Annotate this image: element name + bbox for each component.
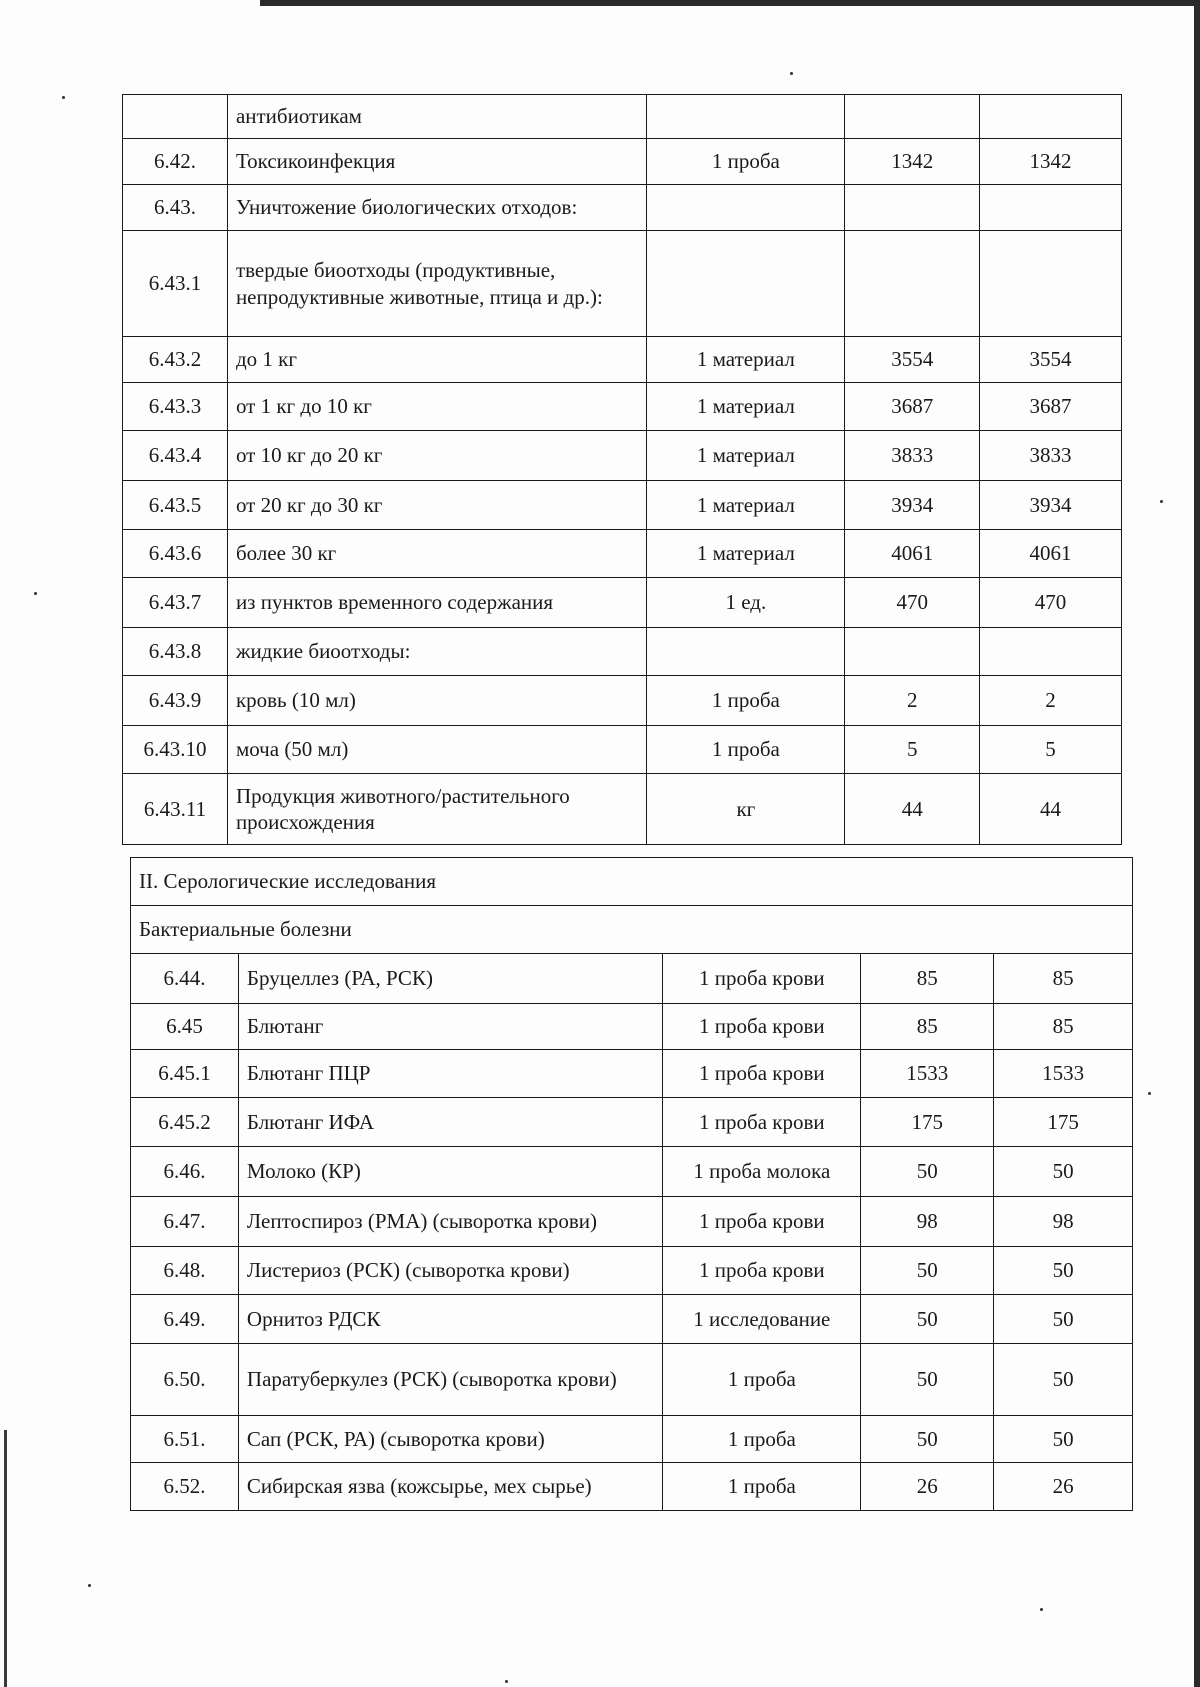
item-price bbox=[845, 628, 980, 676]
item-price: 2 bbox=[845, 676, 980, 726]
table-row bbox=[131, 1050, 1133, 1098]
item-name: от 20 кг до 30 кг bbox=[227, 481, 647, 530]
item-name: жидкие биоотходы: bbox=[227, 628, 647, 676]
table-row bbox=[123, 774, 1122, 845]
scan-speck bbox=[88, 1584, 91, 1587]
item-price: 5 bbox=[845, 726, 980, 774]
item-price-vat: 3687 bbox=[980, 383, 1122, 431]
item-price: 85 bbox=[861, 1004, 994, 1050]
item-price: 98 bbox=[861, 1197, 994, 1247]
scan-speck bbox=[790, 72, 793, 75]
table-row bbox=[131, 1197, 1133, 1247]
item-name: моча (50 мл) bbox=[227, 726, 647, 774]
item-unit: 1 исследование bbox=[663, 1295, 861, 1344]
item-unit: 1 проба крови bbox=[663, 954, 861, 1004]
table-row bbox=[123, 337, 1122, 383]
item-price: 50 bbox=[861, 1416, 994, 1463]
item-price-vat: 85 bbox=[994, 954, 1133, 1004]
item-unit: 1 ед. bbox=[647, 578, 845, 628]
item-unit: 1 материал bbox=[647, 481, 845, 530]
item-name: от 1 кг до 10 кг bbox=[227, 383, 647, 431]
item-number: 6.45.2 bbox=[131, 1098, 239, 1147]
table-row bbox=[123, 383, 1122, 431]
scan-speck bbox=[505, 1680, 508, 1683]
item-price-vat bbox=[980, 95, 1122, 139]
item-unit: 1 проба молока bbox=[663, 1147, 861, 1197]
item-unit: 1 проба bbox=[663, 1463, 861, 1511]
item-number: 6.43.7 bbox=[123, 578, 228, 628]
table-row bbox=[123, 431, 1122, 481]
item-unit: 1 проба крови bbox=[663, 1098, 861, 1147]
item-price: 26 bbox=[861, 1463, 994, 1511]
item-price: 44 bbox=[845, 774, 980, 845]
item-name: Токсикоинфекция bbox=[227, 139, 647, 185]
table-row bbox=[131, 1416, 1133, 1463]
item-price: 3554 bbox=[845, 337, 980, 383]
item-price: 50 bbox=[861, 1344, 994, 1416]
item-price-vat: 1533 bbox=[994, 1050, 1133, 1098]
item-price: 4061 bbox=[845, 530, 980, 578]
item-unit: 1 проба bbox=[663, 1344, 861, 1416]
item-unit: 1 проба крови bbox=[663, 1247, 861, 1295]
item-name: более 30 кг bbox=[227, 530, 647, 578]
item-price-vat: 175 bbox=[994, 1098, 1133, 1147]
section-row bbox=[131, 858, 1133, 906]
table-row bbox=[131, 1147, 1133, 1197]
item-price-vat: 44 bbox=[980, 774, 1122, 845]
item-price: 3833 bbox=[845, 431, 980, 481]
item-price-vat: 3833 bbox=[980, 431, 1122, 481]
item-number: 6.43.6 bbox=[123, 530, 228, 578]
table-row bbox=[123, 95, 1122, 139]
item-unit bbox=[647, 231, 845, 337]
item-unit: кг bbox=[647, 774, 845, 845]
item-number: 6.43.10 bbox=[123, 726, 228, 774]
item-name: Блютанг bbox=[238, 1004, 662, 1050]
item-unit bbox=[647, 95, 845, 139]
item-unit: 1 проба bbox=[647, 676, 845, 726]
item-name: твердые биоотходы (продуктивные, непродуктивные животные, птица и др.): bbox=[227, 231, 647, 337]
scan-edge-left bbox=[4, 1430, 7, 1687]
item-name: от 10 кг до 20 кг bbox=[227, 431, 647, 481]
item-number: 6.46. bbox=[131, 1147, 239, 1197]
item-number: 6.43.11 bbox=[123, 774, 228, 845]
item-unit: 1 проба крови bbox=[663, 1197, 861, 1247]
item-name: кровь (10 мл) bbox=[227, 676, 647, 726]
item-price-vat: 470 bbox=[980, 578, 1122, 628]
item-unit: 1 материал bbox=[647, 530, 845, 578]
table-row bbox=[131, 1004, 1133, 1050]
section-title: II. Серологические исследования bbox=[131, 858, 1133, 906]
item-number: 6.43.5 bbox=[123, 481, 228, 530]
item-price-vat: 3934 bbox=[980, 481, 1122, 530]
item-unit: 1 проба крови bbox=[663, 1004, 861, 1050]
item-number: 6.45 bbox=[131, 1004, 239, 1050]
item-number: 6.43.9 bbox=[123, 676, 228, 726]
table-row bbox=[123, 139, 1122, 185]
item-number: 6.43.3 bbox=[123, 383, 228, 431]
item-number: 6.45.1 bbox=[131, 1050, 239, 1098]
item-name: Сап (РСК, РА) (сыворотка крови) bbox=[238, 1416, 662, 1463]
table-row bbox=[123, 676, 1122, 726]
scan-speck bbox=[62, 96, 65, 99]
item-number: 6.47. bbox=[131, 1197, 239, 1247]
table-row bbox=[123, 628, 1122, 676]
item-name: Паратуберкулез (РСК) (сыворотка крови) bbox=[238, 1344, 662, 1416]
scan-edge-right bbox=[1194, 0, 1200, 1687]
item-price-vat: 2 bbox=[980, 676, 1122, 726]
item-unit: 1 проба bbox=[647, 726, 845, 774]
table-row bbox=[123, 481, 1122, 530]
services-table-serology bbox=[130, 857, 1133, 1511]
subsection-title: Бактериальные болезни bbox=[131, 906, 1133, 954]
scan-speck bbox=[1040, 1608, 1043, 1611]
item-price-vat bbox=[980, 231, 1122, 337]
item-number: 6.43.8 bbox=[123, 628, 228, 676]
table-row bbox=[131, 1247, 1133, 1295]
item-price-vat bbox=[980, 185, 1122, 231]
item-number: 6.50. bbox=[131, 1344, 239, 1416]
item-price-vat: 50 bbox=[994, 1344, 1133, 1416]
item-name: до 1 кг bbox=[227, 337, 647, 383]
item-unit: 1 проба крови bbox=[663, 1050, 861, 1098]
item-price: 1533 bbox=[861, 1050, 994, 1098]
item-price: 50 bbox=[861, 1247, 994, 1295]
item-price-vat: 1342 bbox=[980, 139, 1122, 185]
item-name: Уничтожение биологических отходов: bbox=[227, 185, 647, 231]
item-unit: 1 материал bbox=[647, 431, 845, 481]
item-number: 6.43.4 bbox=[123, 431, 228, 481]
item-number bbox=[123, 95, 228, 139]
item-price: 1342 bbox=[845, 139, 980, 185]
item-number: 6.48. bbox=[131, 1247, 239, 1295]
table-row bbox=[123, 231, 1122, 337]
item-price-vat: 50 bbox=[994, 1147, 1133, 1197]
scan-speck bbox=[34, 592, 37, 595]
item-name: Продукция животного/растительного происхождения bbox=[227, 774, 647, 845]
subsection-row bbox=[131, 906, 1133, 954]
item-price-vat: 5 bbox=[980, 726, 1122, 774]
item-unit bbox=[647, 628, 845, 676]
item-price: 470 bbox=[845, 578, 980, 628]
item-price: 3934 bbox=[845, 481, 980, 530]
item-unit: 1 материал bbox=[647, 383, 845, 431]
table-row bbox=[131, 1295, 1133, 1344]
item-unit: 1 материал bbox=[647, 337, 845, 383]
item-number: 6.51. bbox=[131, 1416, 239, 1463]
table-row bbox=[131, 1344, 1133, 1416]
item-price bbox=[845, 95, 980, 139]
item-price: 175 bbox=[861, 1098, 994, 1147]
item-name: Листериоз (РСК) (сыворотка крови) bbox=[238, 1247, 662, 1295]
scan-speck bbox=[1148, 1092, 1151, 1095]
table-row bbox=[123, 726, 1122, 774]
item-price: 85 bbox=[861, 954, 994, 1004]
item-name: Блютанг ПЦР bbox=[238, 1050, 662, 1098]
item-price-vat bbox=[980, 628, 1122, 676]
item-name: Бруцеллез (РА, РСК) bbox=[238, 954, 662, 1004]
item-number: 6.42. bbox=[123, 139, 228, 185]
item-unit: 1 проба bbox=[647, 139, 845, 185]
item-name: Сибирская язва (кожсырье, мех сырье) bbox=[238, 1463, 662, 1511]
item-number: 6.44. bbox=[131, 954, 239, 1004]
services-table-biowaste bbox=[122, 94, 1122, 845]
table-row bbox=[131, 1098, 1133, 1147]
item-name: Лептоспироз (РМА) (сыворотка крови) bbox=[238, 1197, 662, 1247]
item-price bbox=[845, 185, 980, 231]
item-name: Блютанг ИФА bbox=[238, 1098, 662, 1147]
item-price-vat: 50 bbox=[994, 1416, 1133, 1463]
item-price-vat: 50 bbox=[994, 1295, 1133, 1344]
item-price-vat: 98 bbox=[994, 1197, 1133, 1247]
item-number: 6.52. bbox=[131, 1463, 239, 1511]
item-price-vat: 26 bbox=[994, 1463, 1133, 1511]
item-price: 50 bbox=[861, 1147, 994, 1197]
table-row bbox=[131, 1463, 1133, 1511]
item-name: Молоко (КР) bbox=[238, 1147, 662, 1197]
item-unit bbox=[647, 185, 845, 231]
scan-edge-top bbox=[260, 0, 1200, 6]
table-row bbox=[131, 954, 1133, 1004]
item-unit: 1 проба bbox=[663, 1416, 861, 1463]
table-row bbox=[123, 578, 1122, 628]
item-name: антибиотикам bbox=[227, 95, 647, 139]
item-price-vat: 85 bbox=[994, 1004, 1133, 1050]
item-number: 6.43.1 bbox=[123, 231, 228, 337]
scan-speck bbox=[1160, 500, 1163, 503]
item-number: 6.49. bbox=[131, 1295, 239, 1344]
item-number: 6.43. bbox=[123, 185, 228, 231]
item-number: 6.43.2 bbox=[123, 337, 228, 383]
item-price-vat: 50 bbox=[994, 1247, 1133, 1295]
table-row bbox=[123, 530, 1122, 578]
item-price: 50 bbox=[861, 1295, 994, 1344]
item-name: из пунктов временного содержания bbox=[227, 578, 647, 628]
table-row bbox=[123, 185, 1122, 231]
item-name: Орнитоз РДСК bbox=[238, 1295, 662, 1344]
item-price bbox=[845, 231, 980, 337]
item-price-vat: 3554 bbox=[980, 337, 1122, 383]
item-price-vat: 4061 bbox=[980, 530, 1122, 578]
item-price: 3687 bbox=[845, 383, 980, 431]
